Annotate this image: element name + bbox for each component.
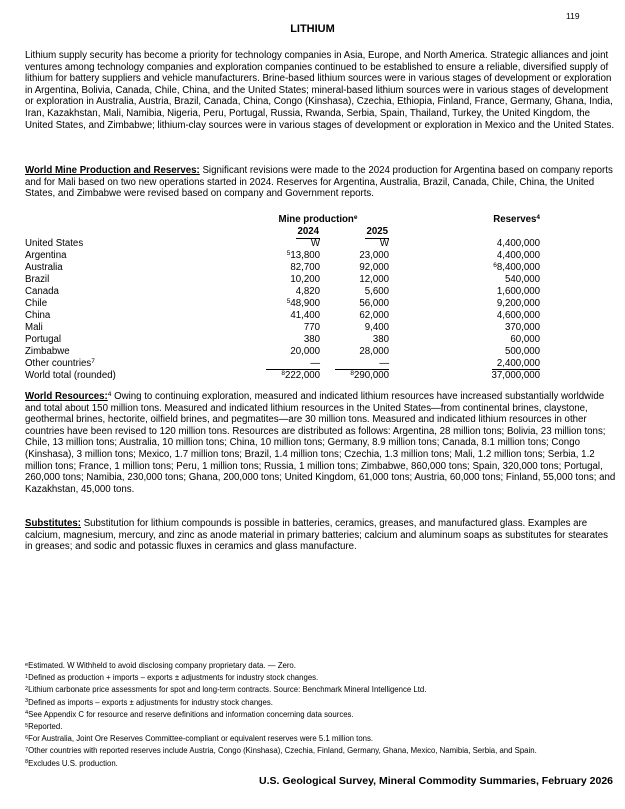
production-reserves-text: Significant revisions were made to the 2024 production for Argentina based on company reports and for Mali based on two new operations started in 2024. Reserves for Argentina, Australia, Brazil, Canada, Chile, China, the United States, and Zimbabwe were revised based on company and Government reports. <box>25 165 613 200</box>
footnotes-list <box>25 660 621 770</box>
table-row-united-states: United States W W 4,400,000 <box>25 238 540 249</box>
production-reserves-paragraph <box>25 165 617 200</box>
footnote: $^6$For Australia, Joint Ore Reserves Committee-compliant or equivalent reserves were 5.1 million tons. <box>25 734 374 744</box>
zero-dash: — <box>266 358 320 370</box>
zero-dash: — <box>335 358 389 370</box>
world-resources-text: Owing to continuing exploration, measured and indicated lithium resources have increased substantially worldwide and total about 150 million tons. Measured and indicated lithium resources in the United States—from continental brines, claystone, geothermal brines, hectorite, oilfield brines, and pegmatites—are 30 million tons. Measured and indicated lithium resources in other countries have been revised to 120 million tons. Resources are distributed as follows: Argentina, 28 million tons; Bolivia, 23 million tons; Chile, 13 million tons; Australia, 10 million tons; China, 10 million tons; Germany, 8.9 million tons; Canada, 8.1 million tons; Congo (Kinshasa), 3 million tons; Mexico, 1.7 million tons; Brazil, 1.4 million tons; Czechia, 1.3 million tons; Mali, 1.2 million tons; Serbia, 1.2 million tons; France, 1 million tons; Peru, 1 million tons; Russia, 1 million tons; Zimbabwe, 860,000 tons; Spain, 320,000 tons; Portugal, 260,000 tons; Namibia, 230,000 tons; Ghana, 200,000 tons; United Kingdom, 61,000 tons; Austria, 60,000 tons; Finland, 55,000 tons; and Kazakhstan, 45,000 tons. <box>25 391 616 495</box>
estimated-superscript: e <box>353 214 358 221</box>
table-row-brazil: Brazil 10,200 12,000 540,000 <box>25 274 540 285</box>
table-row-china: China 41,400 62,000 4,600,000 <box>25 310 540 321</box>
footnote: $^8$Excludes U.S. production. <box>25 758 118 768</box>
substitutes-heading: Substitutes: <box>25 518 81 529</box>
production-reserves-table <box>25 214 616 382</box>
footnote: $^1$Defined as production + imports – exports ± adjustments for industry stock changes. <box>25 673 319 683</box>
column-2024-header: 2024 <box>297 226 319 237</box>
footnote: $^2$Lithium carbonate price assessments for spot and long-term contracts. Source: Benchmark Mineral Intelligence Ltd. <box>25 685 427 695</box>
footnote: $^4$See Appendix C for resource and reserve definitions and information concerning data sources. <box>25 709 354 719</box>
table-row-canada: Canada 4,820 5,600 1,600,000 <box>25 286 540 297</box>
world-resources-paragraph <box>25 391 617 495</box>
page-title: LITHIUM <box>290 23 335 35</box>
page-footer: U.S. Geological Survey, Mineral Commodity Summaries, February 2026 <box>258 775 613 787</box>
table-group-header-row <box>25 214 616 226</box>
footnote: $^5$Reported. <box>25 722 63 732</box>
table-row-world-total: World total (rounded) $^8$222,000 $^8$290,000 37,000,000 <box>25 370 540 381</box>
footnote: $^3$Defined as imports – exports ± adjustments for industry stock changes. <box>25 697 273 707</box>
table-row-mali: Mali 770 9,400 370,000 <box>25 322 540 333</box>
reserves-header: Reserves$^4$ <box>493 214 540 225</box>
mine-production-header: Mine production$^e$ <box>278 214 358 225</box>
table-row-chile: Chile $^5$48,900 56,000 9,200,000 <box>25 298 540 309</box>
substitutes-paragraph <box>25 518 617 553</box>
production-reserves-heading: World Mine Production and Reserves: <box>25 165 200 176</box>
world-resources-heading: World Resources: <box>25 391 108 402</box>
page-number: 119 <box>566 11 580 21</box>
table-year-header-row <box>25 226 616 238</box>
footnote: $^e$Estimated. W Withheld to avoid disclosing company proprietary data. — Zero. <box>25 661 296 670</box>
reserves-footnote-superscript: 4 <box>536 214 540 221</box>
table-row-portugal: Portugal 380 380 60,000 <box>25 334 540 345</box>
column-2025-header: 2025 <box>366 226 388 237</box>
resources-footnote-superscript: 4 <box>107 391 112 398</box>
table-row-zimbabwe: Zimbabwe 20,000 28,000 500,000 <box>25 346 540 357</box>
substitutes-text: Substitution for lithium compounds is possible in batteries, ceramics, greases, and manufactured glass. Examples are calcium, magnesium, mercury, and zinc as anode material in primary batteries; calcium and aluminum soaps as substitutes for stearates in greases; and sodic and potassic fluxes in ceramics and glass manufacture. <box>25 518 608 553</box>
intro-text: Lithium supply security has become a priority for technology companies in Asia, Europe, and North America. Strategic alliances and joint ventures among technology companies and exploration companies continued to be established to ensure a reliable, diversified supply of lithium for battery suppliers and vehicle manufacturers. Brine-based lithium sources were in various stages of development or exploration in Argentina, Bolivia, Canada, Chile, China, and the United States; mineral-based lithium sources were in various stages of development or exploration in Australia, Austria, Brazil, Canada, China, Congo (Kinshasa), Czechia, Ethiopia, Finland, France, Germany, Ghana, India, Iran, Kazakhstan, Mali, Namibia, Nigeria, Peru, Portugal, Russia, Rwanda, Serbia, Spain, Thailand, Turkey, the United Kingdom, the United States, and Zimbabwe; lithium-clay sources were in various stages of development or exploration in Mexico and the United States. <box>25 50 615 131</box>
table-row-other-countries: Other countries$^7$ — — 2,400,000 <box>25 358 540 369</box>
table-row-australia: Australia 82,700 92,000 $^6$8,400,000 <box>25 262 540 273</box>
intro-paragraph <box>25 50 617 131</box>
table-row-argentina: Argentina $^5$13,800 23,000 4,400,000 <box>25 250 540 261</box>
footnote: $^7$Other countries with reported reserves include Austria, Congo (Kinshasa), Czechia, Finland, Germany, Ghana, Mexico, Namibia, Serbia, and Spain. <box>25 746 537 756</box>
